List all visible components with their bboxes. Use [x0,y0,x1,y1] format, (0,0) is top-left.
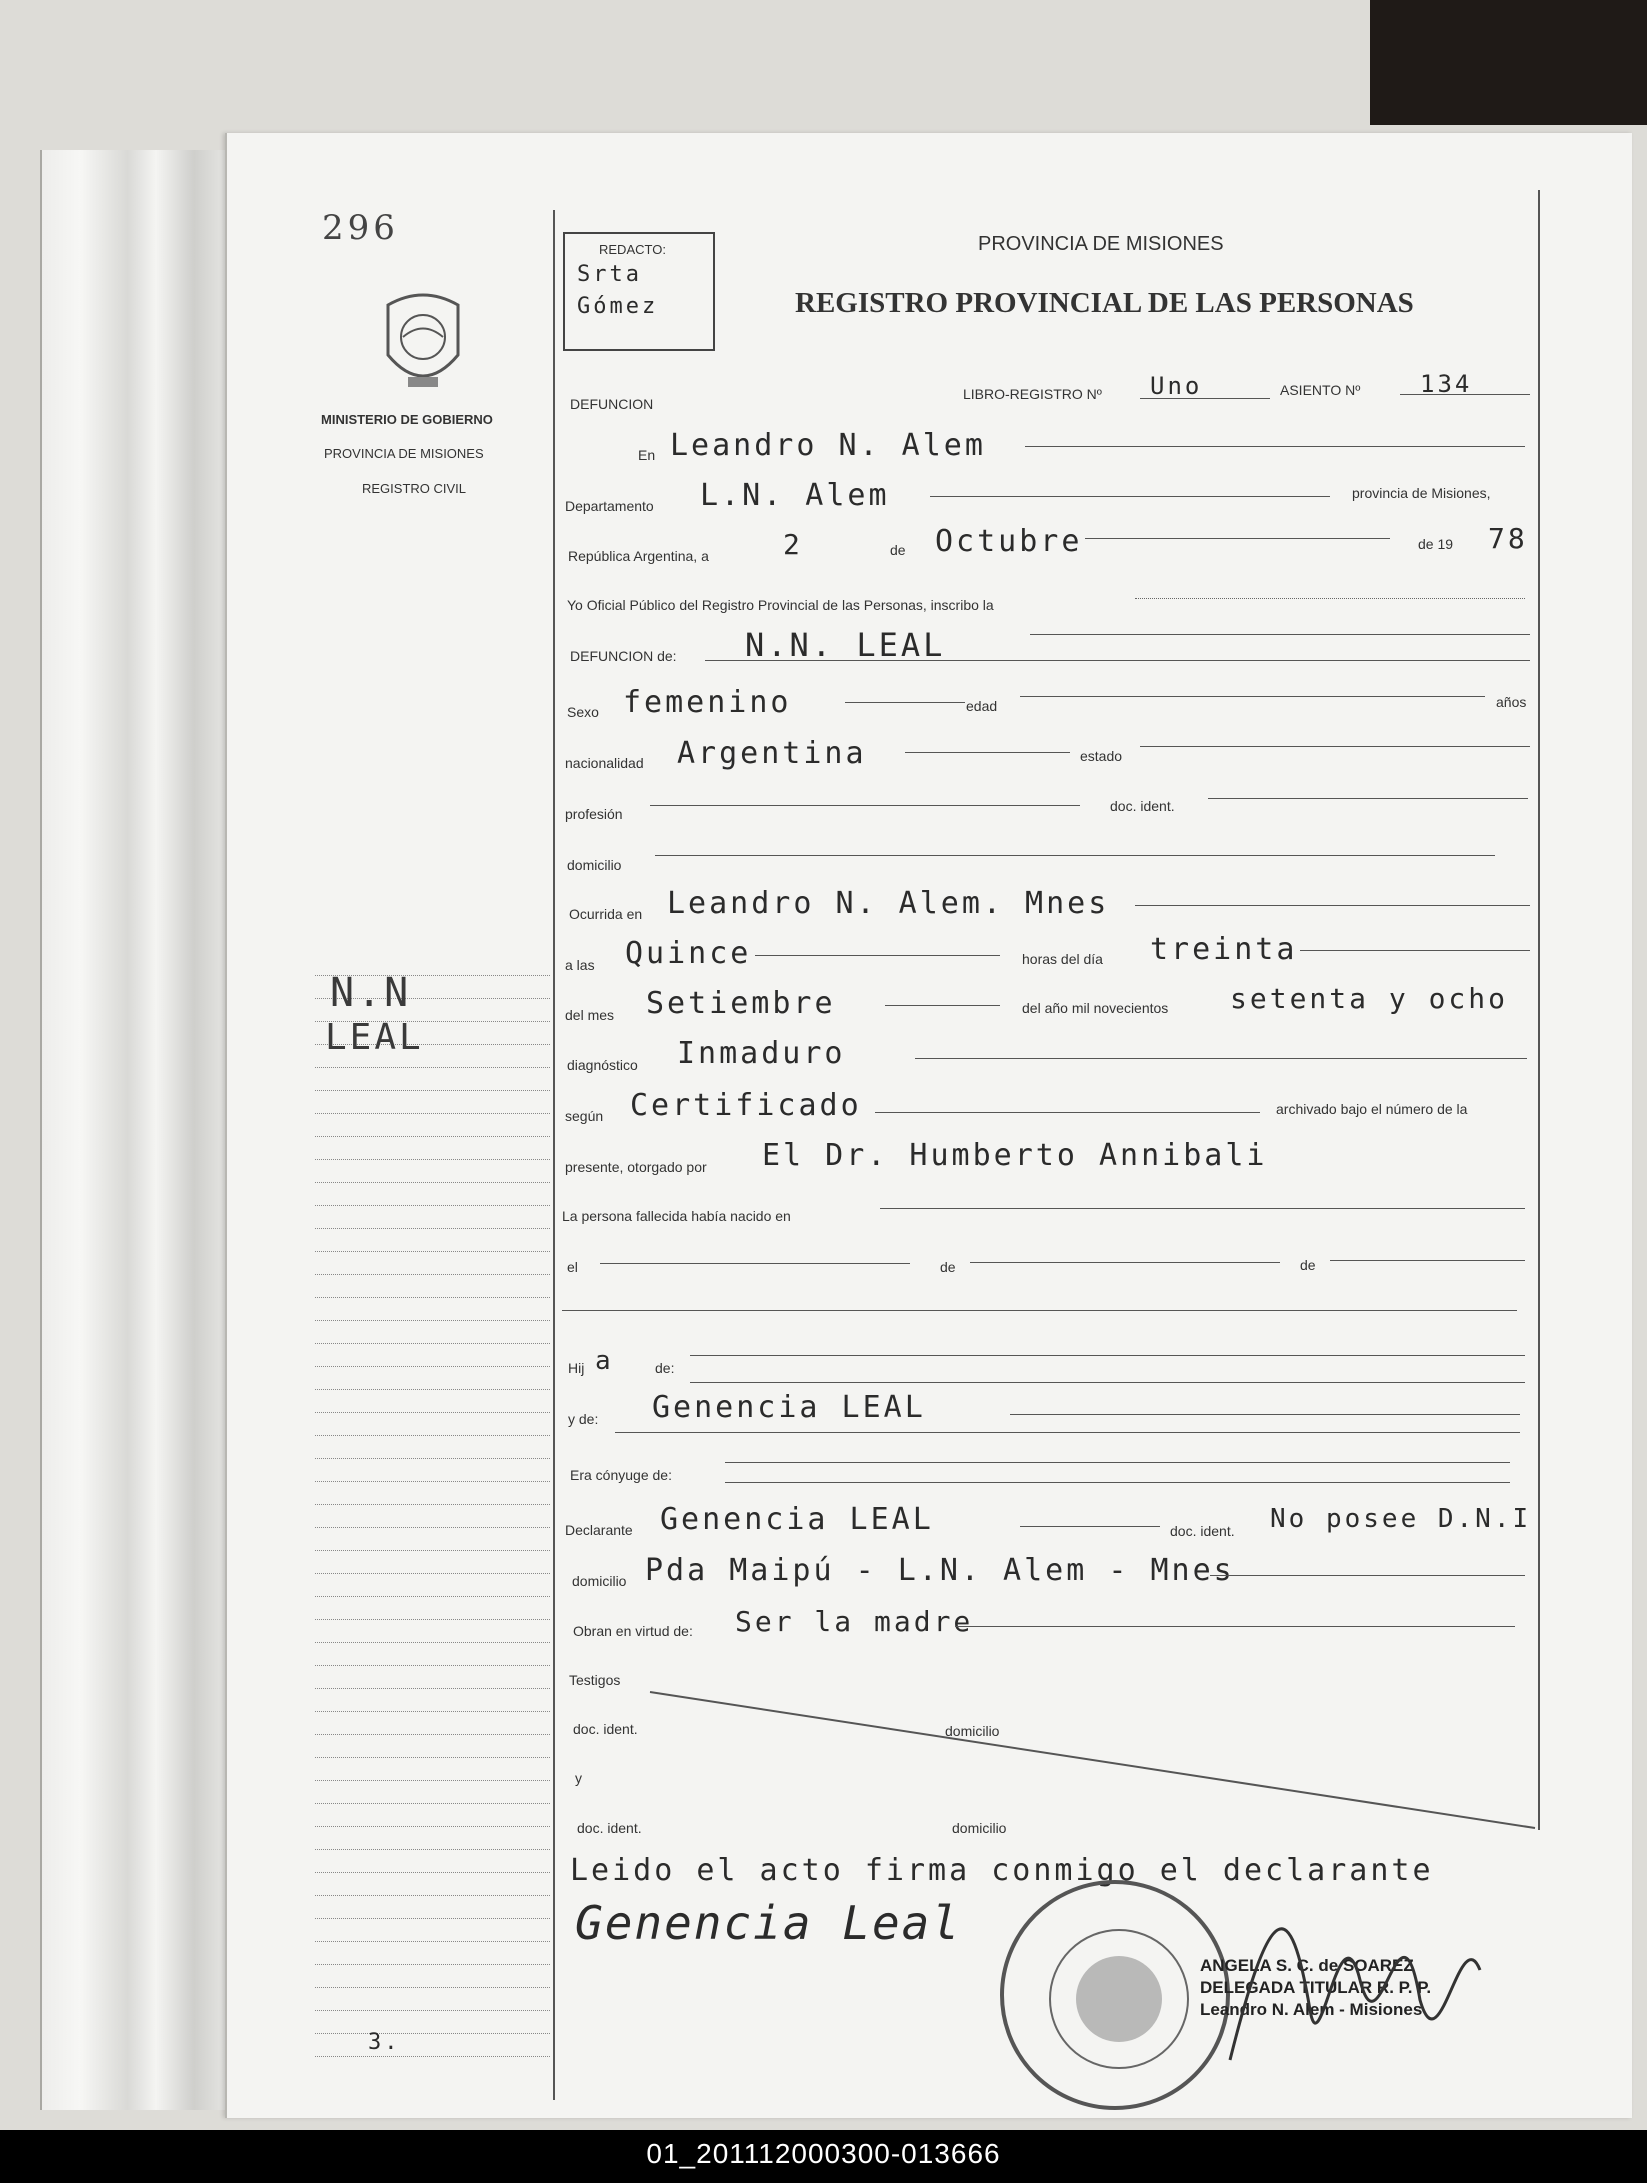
y-de-line-2 [615,1432,1520,1433]
declarant-signature: Genencia Leal [575,1896,962,1950]
horas-line [1300,950,1530,951]
margin-rule [315,1136,550,1137]
margin-rule [315,1090,550,1091]
right-column-rule [1538,190,1540,1830]
margin-rule [315,1895,550,1896]
image-caption: 01_201112000300-013666 [646,2138,1001,2169]
asiento-value: 134 [1420,370,1473,398]
folio-number: 296 [322,208,399,248]
y-de-line-1 [1010,1414,1520,1415]
margin-rule [315,1803,550,1804]
margin-rule [315,1711,550,1712]
nacido-label: La persona fallecida había nacido en [562,1208,791,1224]
estado-line [1140,746,1530,747]
testigo1-dom-label: domicilio [945,1723,1000,1739]
en-label: En [638,447,656,463]
margin-rule [315,1067,550,1068]
del-mes-value: Setiembre [646,986,836,1021]
margin-rule [315,1964,550,1965]
closing-text: Leido el acto firma conmigo el declarante [570,1853,1434,1888]
de-b-line [1330,1260,1525,1261]
margin-rule [315,1872,550,1873]
margin-rule [315,1826,550,1827]
book-page-edges [40,150,232,2110]
y-de-label: y de: [568,1411,599,1427]
defuncion-line-1 [1030,634,1530,635]
nacionalidad-label: nacionalidad [565,755,644,771]
ministry-line-2: PROVINCIA DE MISIONES [324,446,484,461]
nacionalidad-line [905,752,1070,753]
hij-line-2 [690,1382,1525,1383]
el-label: el [567,1259,578,1275]
obran-line [955,1626,1515,1627]
nacido-line [880,1208,1525,1209]
act-type-label: DEFUNCION [570,396,654,412]
margin-rule [315,1780,550,1781]
registry-title: REGISTRO PROVINCIAL DE LAS PERSONAS [795,287,1414,319]
oficial-text: Yo Oficial Público del Registro Provincial de las Personas, inscribo la [567,597,994,613]
a-las-value: Quince [625,936,752,971]
margin-rule [315,1343,550,1344]
margin-rule [315,1734,550,1735]
de-a-line [970,1262,1280,1263]
margin-rule [315,1504,550,1505]
sexo-value: femenino [623,685,792,720]
de-colon-label: de: [655,1360,675,1376]
testigos-label: Testigos [569,1672,621,1688]
hij-label: Hij [568,1360,585,1376]
profesion-line [650,805,1080,806]
dia-value: 2 [783,528,803,561]
y-de-value: Genencia LEAL [652,1390,926,1425]
coat-of-arms-icon [378,285,468,397]
presente-label: presente, otorgado por [565,1159,707,1175]
declarante-doc-label: doc. ident. [1170,1523,1235,1539]
segun-line [875,1112,1260,1113]
obran-value: Ser la madre [735,1605,974,1638]
declarante-label: Declarante [565,1522,633,1538]
left-column-rule [553,210,555,2100]
declarante-dom-label: domicilio [572,1573,627,1589]
segun-label: según [565,1108,604,1124]
margin-rule [315,1688,550,1689]
nacionalidad-value: Argentina [677,736,867,771]
diagnostico-line [915,1058,1527,1059]
ocurrida-line [1135,905,1530,906]
margin-rule [315,1987,550,1988]
declarante-value: Genencia LEAL [660,1502,934,1537]
margin-rule [315,1573,550,1574]
stamp-line-2: DELEGADA TITULAR R. P. P. [1200,1978,1432,1997]
a-las-line [755,955,1000,956]
conyuge-label: Era cónyuge de: [570,1467,672,1483]
del-mes-line [885,1005,1000,1006]
margin-rule [315,1274,550,1275]
ocurrida-label: Ocurrida en [569,906,643,922]
caption-bar [0,2130,1647,2183]
profesion-label: profesión [565,806,623,822]
margin-note-line-2: LEAL [325,1017,424,1058]
margin-rule [315,1251,550,1252]
del-anio-value: setenta y ocho [1230,982,1509,1015]
dark-background-corner [1370,0,1647,125]
ocurrida-value: Leandro N. Alem. Mnes [667,886,1110,921]
margin-rule [315,1435,550,1436]
defuncion-de-value: N.N. LEAL [745,626,946,664]
declarante-line [1020,1526,1160,1527]
doc-ident-label: doc. ident. [1110,798,1175,814]
margin-rule [315,1389,550,1390]
domicilio-label: domicilio [567,857,622,873]
margin-rule [315,1320,550,1321]
edad-line [1020,696,1485,697]
margin-rule [315,2056,550,2057]
libro-value: Uno [1150,372,1203,400]
libro-label: LIBRO-REGISTRO Nº [963,386,1102,402]
diagnostico-label: diagnóstico [567,1057,638,1073]
sexo-line [845,702,965,703]
margin-rule [315,1527,550,1528]
y-label: y [575,1770,582,1786]
diagnostico-value: Inmaduro [677,1036,846,1071]
anios-label: años [1496,694,1527,710]
doc-ident-line [1208,798,1528,799]
cancel-strike-line [640,1680,1550,1880]
margin-rule [315,1113,550,1114]
anio-value: 78 [1488,522,1528,555]
el-line [600,1263,910,1264]
margin-rule [315,2033,550,2034]
blank-line [562,1310,1517,1311]
margin-rule [315,1159,550,1160]
margin-rule [315,1481,550,1482]
mes-value: Octubre [935,524,1083,559]
margin-rule [315,1619,550,1620]
obran-label: Obran en virtud de: [573,1623,693,1639]
conyuge-line-1 [725,1462,1510,1463]
en-line [1025,446,1525,447]
republica-label: República Argentina, a [568,548,709,564]
margin-rule [315,1205,550,1206]
mes-line [1085,538,1390,539]
asiento-label: ASIENTO Nº [1280,382,1361,398]
margin-rule [315,1297,550,1298]
margin-rule [315,1412,550,1413]
hij-line-1 [690,1355,1525,1356]
margin-rule [315,1757,550,1758]
testigo2-doc-label: doc. ident. [577,1820,642,1836]
province-title: PROVINCIA DE MISIONES [978,233,1224,255]
sexo-label: Sexo [567,704,599,720]
conyuge-line-2 [725,1482,1510,1483]
redacto-box [563,232,715,351]
ministry-line-3: REGISTRO CIVIL [362,481,467,496]
official-signature-icon [1210,1860,1530,2100]
de-label: de [890,542,906,558]
departamento-value: L.N. Alem [700,478,890,513]
a-las-label: a las [565,957,595,973]
archivado-label: archivado bajo el número de la [1276,1101,1468,1117]
presente-value: El Dr. Humberto Annibali [762,1138,1268,1173]
margin-rule [315,1458,550,1459]
departamento-line [930,496,1330,497]
official-seal-icon [1000,1880,1230,2110]
stamp-line-1: ANGELA S. C. de SOAREZ [1200,1956,1414,1975]
declarante-dom-value: Pda Maipú - L.N. Alem - Mnes [645,1553,1235,1588]
horas-label: horas del día [1022,951,1103,967]
horas-value: treinta [1150,932,1298,967]
margin-rule [315,1849,550,1850]
margin-rule [315,1596,550,1597]
libro-line [1140,398,1270,399]
declarante-doc-value: No posee D.N.I [1270,1504,1532,1534]
del-mes-label: del mes [565,1007,615,1023]
de-a-label: de [940,1259,956,1275]
margin-rule [315,1228,550,1229]
del-anio-label: del año mil novecientos [1022,1000,1169,1016]
redacto-value-2: Gómez [577,294,659,319]
testigo2-dom-label: domicilio [952,1820,1007,1836]
de-b-label: de [1300,1257,1316,1273]
segun-value: Certificado [630,1088,862,1123]
stamp-line-3: Leandro N. Alem - Misiones [1200,2000,1423,2019]
margin-bottom-mark: 3. [368,2030,401,2055]
margin-rule [315,1642,550,1643]
edad-label: edad [966,698,998,714]
asiento-line [1400,394,1530,395]
testigo1-doc-label: doc. ident. [573,1721,638,1737]
de19-label: de 19 [1418,536,1454,552]
redacto-value-1: Srta [577,262,642,287]
declarante-dom-line [1210,1575,1525,1576]
hij-value: a [595,1346,614,1376]
estado-label: estado [1080,748,1123,764]
provincia-label: provincia de Misiones, [1352,485,1491,501]
departamento-label: Departamento [565,498,654,514]
oficial-line [1135,598,1525,599]
domicilio-line [655,855,1495,856]
margin-rule [315,1941,550,1942]
margin-rule [315,1665,550,1666]
ministry-line-1: MINISTERIO DE GOBIERNO [321,412,493,427]
defuncion-line-2 [705,660,1530,661]
defuncion-de-label: DEFUNCION de: [570,648,677,664]
margin-rule [315,1550,550,1551]
margin-note-line-1: N.N [330,970,412,1016]
margin-rule [315,1918,550,1919]
en-value: Leandro N. Alem [670,428,986,463]
redacto-label: REDACTO: [599,242,666,257]
margin-rule [315,1182,550,1183]
margin-rule [315,1366,550,1367]
margin-rule [315,2010,550,2011]
